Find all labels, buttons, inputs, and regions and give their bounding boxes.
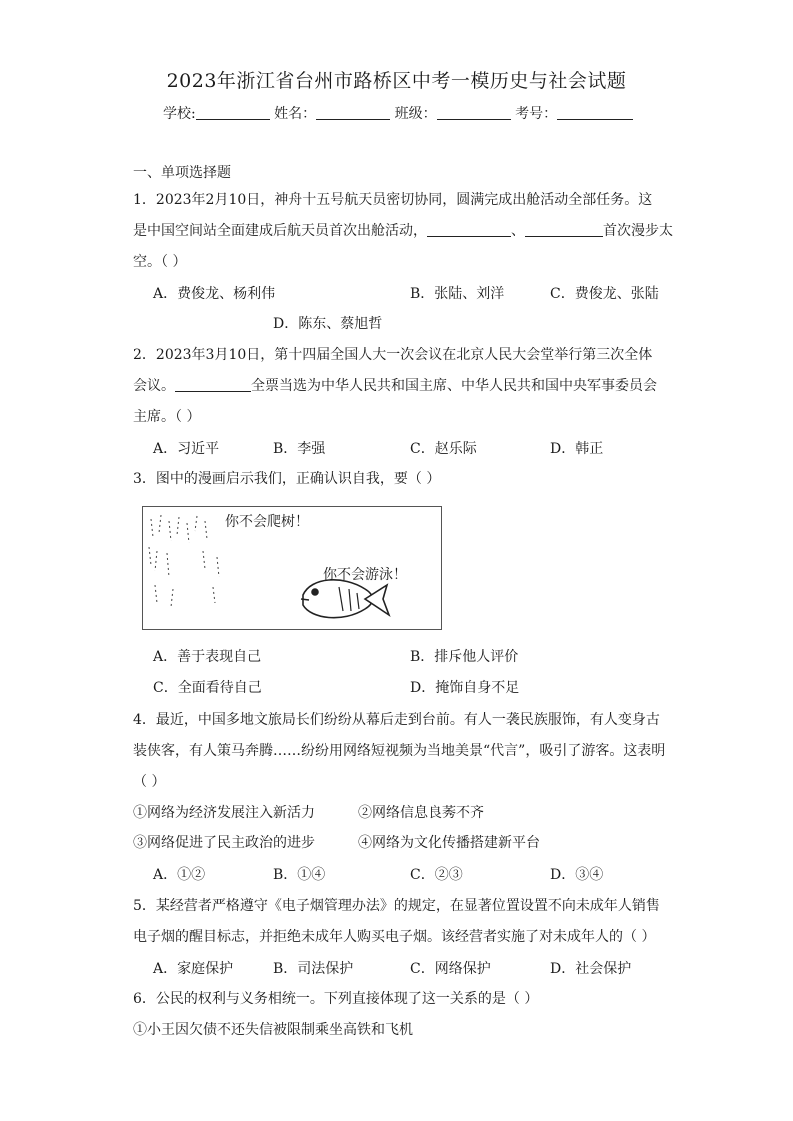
name-label: 姓名： xyxy=(274,106,317,122)
q3-line1: 3．图中的漫画启示我们，正确认识自我，要（ ） xyxy=(133,471,441,487)
q5-line2: 电子烟的醒目标志，并拒绝未成年人购买电子烟。该经营者实施了对未成年人的（ ） xyxy=(133,929,656,945)
q5-option-d[interactable]: D．社会保护 xyxy=(550,961,632,977)
q4-option-c[interactable]: C．②③ xyxy=(410,867,463,883)
q1-line2-sep: 、 xyxy=(511,223,525,239)
q4-statement-2: ②网络信息良莠不齐 xyxy=(358,805,484,821)
q2-line2-text-b: 全票当选为中华人民共和国主席、中华人民共和国中央军事委员会 xyxy=(251,378,657,394)
q4-option-b[interactable]: B．①④ xyxy=(273,867,326,883)
q3-option-c[interactable]: C．全面看待自己 xyxy=(153,680,262,696)
q1-option-a[interactable]: A．费俊龙、杨利伟 xyxy=(153,286,276,302)
q2-line1: 2．2023年3月10日，第十四届全国人大一次会议在北京人民大会堂举行第三次全体 xyxy=(133,347,653,363)
q2-line3: 主席。（ ） xyxy=(133,409,201,425)
section-heading: 一、单项选择题 xyxy=(133,165,231,181)
q1-blank-2 xyxy=(525,222,603,237)
exam-no-label: 考号： xyxy=(515,106,558,122)
q4-line1: 4．最近，中国多地文旅局长们纷纷从幕后走到台前。有人一袭民族服饰，有人变身古 xyxy=(133,712,660,728)
q4-statement-1: ①网络为经济发展注入新活力 xyxy=(133,805,315,821)
q2-option-c[interactable]: C．赵乐际 xyxy=(410,441,477,457)
school-field[interactable] xyxy=(196,105,270,120)
q5-option-c[interactable]: C．网络保护 xyxy=(410,961,491,977)
q1-line2-text-b: 首次漫步太 xyxy=(603,223,673,239)
q5-option-a[interactable]: A．家庭保护 xyxy=(153,961,234,977)
q4-line2: 装侠客，有人策马奔腾……纷纷用网络短视频为当地美景“代言”，吸引了游客。这表明 xyxy=(133,743,666,759)
q3-option-a[interactable]: A．善于表现自己 xyxy=(153,649,262,665)
q1-blank-1 xyxy=(427,222,511,237)
cartoon-caption-tree: 你不会爬树！ xyxy=(225,514,309,530)
q1-line2-text-a: 是中国空间站全面建成后航天员首次出舱活动， xyxy=(133,223,427,239)
q3-option-d[interactable]: D．掩饰自身不足 xyxy=(410,680,520,696)
q5-line1: 5．某经营者严格遵守《电子烟管理办法》的规定，在显著位置设置不向未成年人销售 xyxy=(133,898,660,914)
q6-line1: 6．公民的权利与义务相统一。下列直接体现了这一关系的是（ ） xyxy=(133,991,539,1007)
q1-option-b[interactable]: B．张陆、刘洋 xyxy=(410,286,505,302)
q2-option-a[interactable]: A．习近平 xyxy=(153,441,220,457)
q1-option-c[interactable]: C．费俊龙、张陆 xyxy=(550,286,659,302)
class-field[interactable] xyxy=(437,105,511,120)
q1-line2 xyxy=(133,221,673,241)
q4-option-a[interactable]: A．①② xyxy=(153,867,206,883)
page-title: 2023年浙江省台州市路桥区中考一模历史与社会试题 xyxy=(166,70,627,92)
q2-option-d[interactable]: D．韩正 xyxy=(550,441,604,457)
q1-line1: 1．2023年2月10日，神舟十五号航天员密切协同，圆满完成出舱活动全部任务。这 xyxy=(133,192,653,208)
name-field[interactable] xyxy=(316,105,390,120)
class-label: 班级： xyxy=(394,106,437,122)
student-info-line xyxy=(163,103,633,123)
q1-option-d[interactable]: D．陈东、蔡旭哲 xyxy=(273,316,383,332)
q1-line3: 空。（ ） xyxy=(133,254,187,270)
q4-statement-4: ④网络为文化传播搭建新平台 xyxy=(358,835,540,851)
cartoon-caption-fish: 你不会游泳！ xyxy=(323,567,407,583)
q5-option-b[interactable]: B．司法保护 xyxy=(273,961,354,977)
q4-line3: （ ） xyxy=(133,774,166,790)
q6-statement-1: ①小王因欠债不还失信被限制乘坐高铁和飞机 xyxy=(133,1022,413,1038)
q2-line2 xyxy=(133,376,657,396)
q2-option-b[interactable]: B．李强 xyxy=(273,441,326,457)
q3-option-b[interactable]: B．排斥他人评价 xyxy=(410,649,519,665)
exam-no-field[interactable] xyxy=(557,105,633,120)
q2-blank xyxy=(175,377,251,392)
cartoon-image xyxy=(142,506,442,630)
school-label: 学校: xyxy=(163,106,196,122)
q4-statement-3: ③网络促进了民主政治的进步 xyxy=(133,835,315,851)
q4-option-d[interactable]: D．③④ xyxy=(550,867,604,883)
q2-line2-text-a: 会议。 xyxy=(133,378,175,394)
